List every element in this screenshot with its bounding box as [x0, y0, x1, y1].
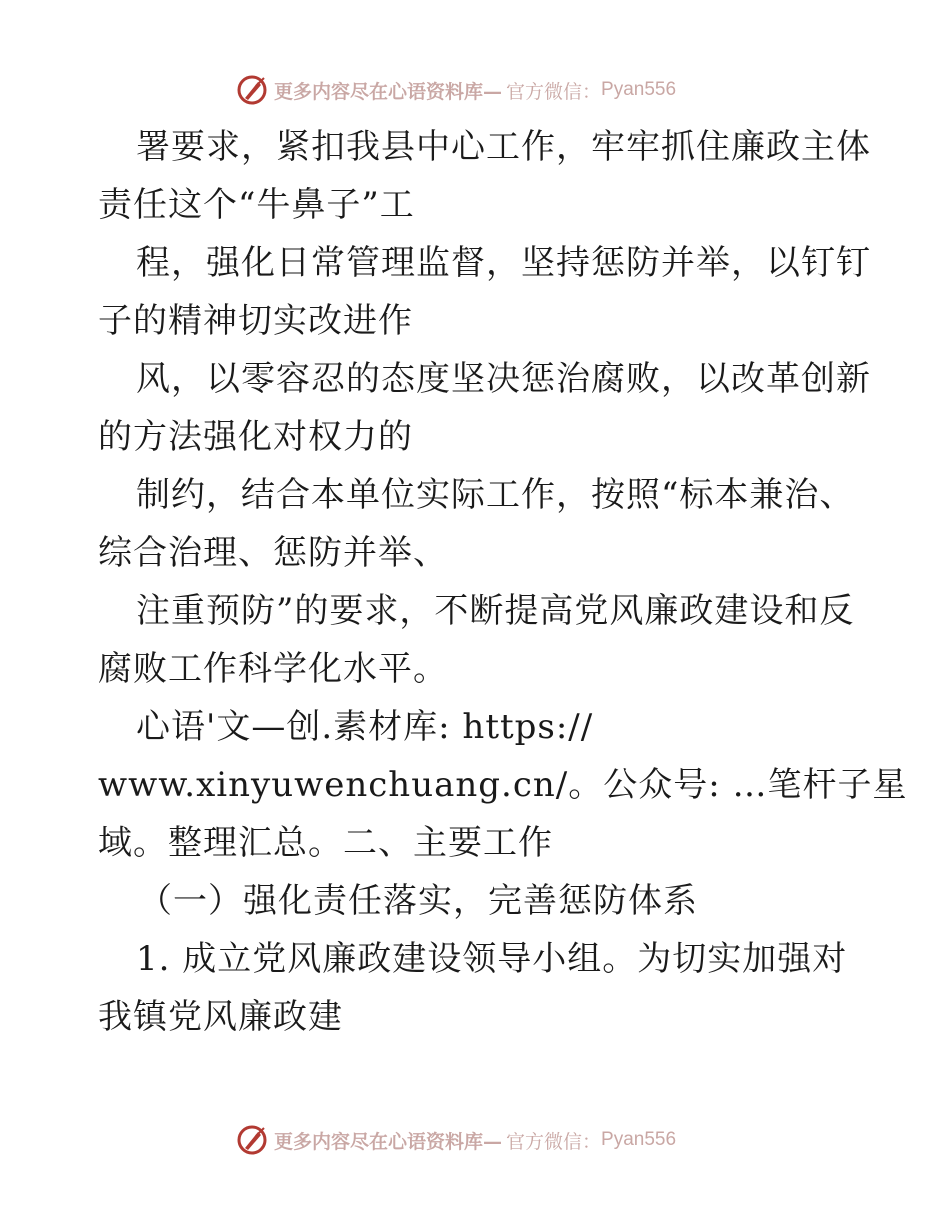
footer-watermark: [236, 1123, 716, 1157]
paragraph-line: 注重预防”的要求，不断提高党风廉政建设和反: [136, 591, 855, 631]
paragraph-line: 的方法强化对权力的: [98, 417, 413, 457]
paragraph-line: 腐败工作科学化水平。: [98, 649, 448, 689]
watermark-wechat-label: 官方微信：: [506, 1130, 602, 1153]
quill-circle-icon: [236, 74, 268, 106]
paragraph-line: 程，强化日常管理监督，坚持惩防并举，以钉钉: [136, 243, 871, 283]
document-body: [98, 118, 908, 1046]
paragraph-line: 制约，结合本单位实际工作，按照“标本兼治、: [136, 475, 855, 515]
section-heading-line: 域。整理汇总。二、主要工作: [98, 823, 553, 863]
watermark-text: 更多内容尽在心语资料库—: [274, 80, 503, 103]
paragraph-line: 署要求，紧扣我县中心工作，牢牢抓住廉政主体: [136, 127, 871, 167]
paragraph-line: 子的精神切实改进作: [98, 301, 413, 341]
source-line: 心语'文—创.素材库: https://: [136, 707, 594, 747]
list-item-line: 1. 成立党风廉政建设领导小组。为切实加强对: [136, 939, 848, 979]
source-url-line: www.xinyuwenchuang.cn/。公众号: …笔杆子星: [98, 765, 908, 805]
quill-circle-icon: [236, 1124, 268, 1156]
paragraph-line: 责任这个“牛鼻子”工: [98, 185, 415, 225]
paragraph-line: 综合治理、惩防并举、: [98, 533, 448, 573]
watermark-text: 更多内容尽在心语资料库—: [274, 1130, 503, 1153]
watermark-wechat-label: 官方微信：: [506, 80, 602, 103]
list-item-line: 我镇党风廉政建: [98, 997, 343, 1037]
subsection-heading: （一）强化责任落实，完善惩防体系: [138, 881, 698, 921]
paragraph-line: 风，以零容忍的态度坚决惩治腐败，以改革创新: [136, 359, 871, 399]
watermark-wechat-id: Pyan556: [601, 79, 677, 100]
watermark-wechat-id: Pyan556: [601, 1129, 677, 1150]
header-watermark: [236, 73, 716, 107]
